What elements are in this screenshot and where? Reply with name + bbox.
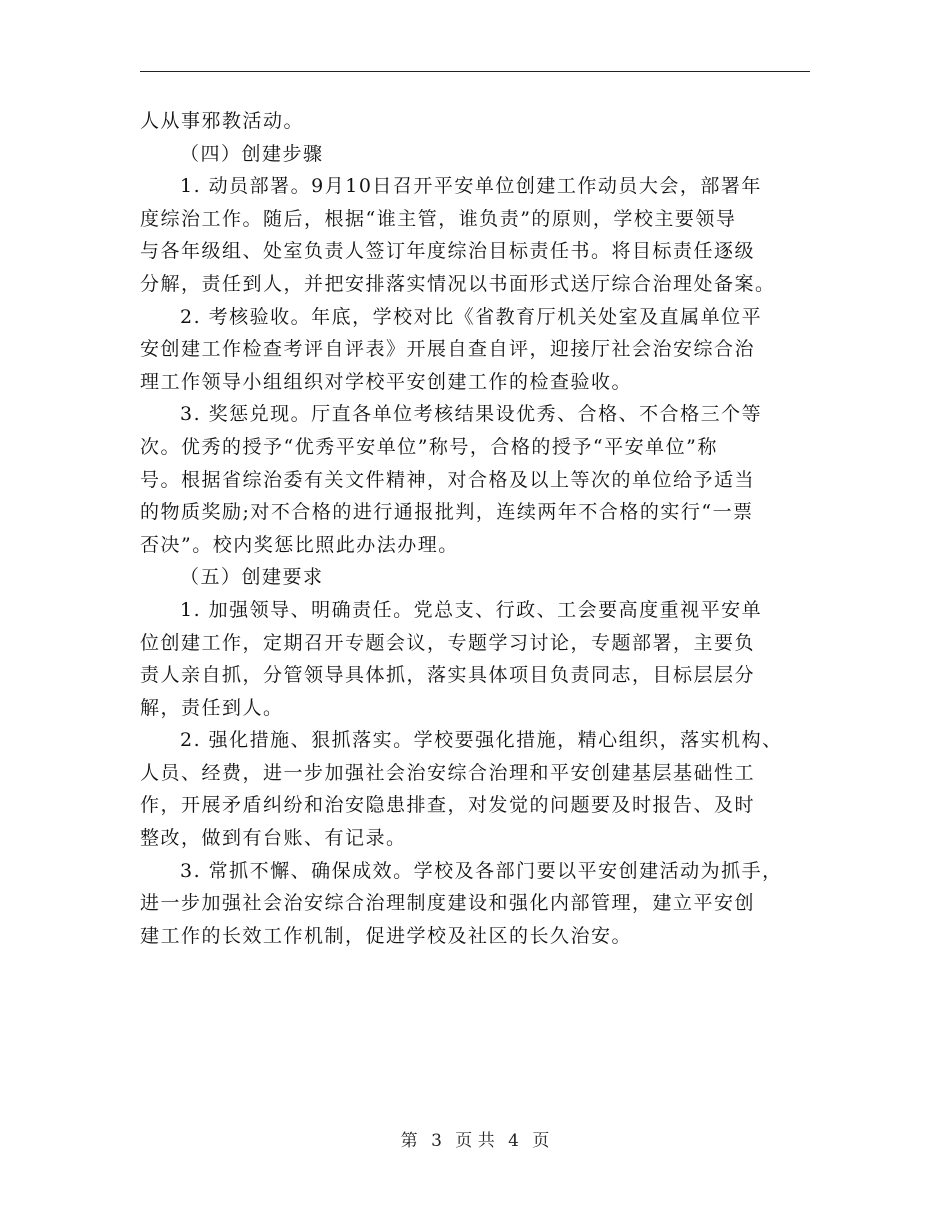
footer-middle: 页 共 bbox=[455, 1131, 495, 1151]
page-footer bbox=[0, 1126, 950, 1151]
text-line: 度综治工作。随后，根据“谁主管，谁负责”的原则，学校主要领导 bbox=[140, 207, 737, 230]
text-line: 进一步加强社会治安综合治理制度建设和强化内部管理，建立平安创 bbox=[140, 892, 756, 915]
text-line: 建工作的长效工作机制，促进学校及社区的长久治安。 bbox=[140, 924, 633, 947]
text-line: 次。优秀的授予“优秀平安单位”称号，合格的授予“平安单位”称 bbox=[140, 435, 718, 458]
text-line: 2. 强化措施、狠抓落实。学校要强化措施，精心组织，落实机构、 bbox=[180, 729, 783, 752]
section-heading: （五）创建要求 bbox=[180, 566, 324, 589]
footer-suffix: 页 bbox=[532, 1131, 550, 1151]
text-line: 号。根据省综治委有关文件精神，对合格及以上等次的单位给予适当 bbox=[140, 468, 756, 491]
header-rule bbox=[140, 71, 810, 72]
text-line: 的物质奖励;对不合格的进行通报批判，连续两年不合格的实行“一票 bbox=[140, 501, 754, 524]
text-line: 责人亲自抓，分管领导具体抓，落实具体项目负责同志，目标层层分 bbox=[140, 664, 756, 687]
current-page-number: 3 bbox=[431, 1131, 442, 1151]
text-line: 与各年级组、处室负责人签订年度综治目标责任书。将目标责任逐级 bbox=[140, 240, 756, 263]
text-line: 分解，责任到人，并把安排落实情况以书面形式送厅综合治理处备案。 bbox=[140, 272, 776, 295]
text-line: 人员、经费，进一步加强社会治安综合治理和平安创建基层基础性工 bbox=[140, 761, 756, 784]
total-page-count: 4 bbox=[508, 1131, 519, 1151]
document-body bbox=[140, 105, 820, 952]
text-line: 整改，做到有台账、有记录。 bbox=[140, 827, 407, 850]
text-line: 位创建工作，定期召开专题会议，专题学习讨论，专题部署，主要负 bbox=[140, 631, 756, 654]
text-line: 3. 奖惩兑现。厅直各单位考核结果设优秀、合格、不合格三个等 bbox=[180, 403, 763, 426]
text-line: 理工作领导小组组织对学校平安创建工作的检查验收。 bbox=[140, 370, 633, 393]
footer-prefix: 第 bbox=[400, 1131, 418, 1151]
text-line: 3. 常抓不懈、确保成效。学校及各部门要以平安创建活动为抓手， bbox=[180, 859, 783, 882]
text-line: 解，责任到人。 bbox=[140, 696, 284, 719]
text-line: 人从事邪教活动。 bbox=[140, 110, 305, 132]
text-line: 作，开展矛盾纠纷和治安隐患排查，对发觉的问题要及时报告、及时 bbox=[140, 794, 756, 817]
text-line: 1. 加强领导、明确责任。党总支、行政、工会要高度重视平安单 bbox=[180, 598, 763, 621]
text-line: 2. 考核验收。年底，学校对比《省教育厅机关处室及直属单位平 bbox=[180, 305, 763, 328]
text-line: 1. 动员部署。9月10日召开平安单位创建工作动员大会，部署年 bbox=[180, 175, 762, 198]
section-heading: （四）创建步骤 bbox=[180, 142, 324, 165]
text-line: 否决”。校内奖惩比照此办法办理。 bbox=[140, 533, 459, 556]
text-line: 安创建工作检查考评自评表》开展自查自评，迎接厅社会治安综合治 bbox=[140, 338, 756, 361]
